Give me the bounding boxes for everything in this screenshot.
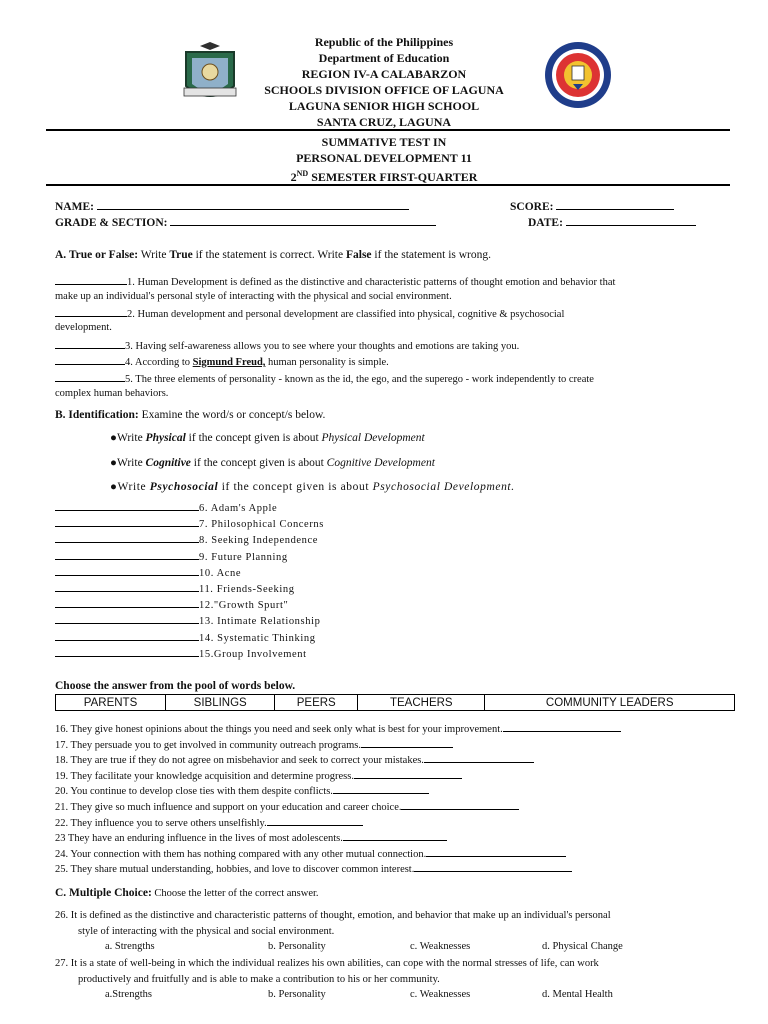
pool-word: COMMUNITY LEADERS <box>485 695 735 711</box>
choice-27b[interactable]: b. Personality <box>268 989 326 1000</box>
pool-question <box>55 752 534 768</box>
header-line: Department of Education <box>318 51 450 65</box>
bullet-end: Cognitive Development <box>326 457 435 469</box>
answer-blank[interactable] <box>55 338 125 349</box>
question-text: 24. Your connection with them has nothing compared with any other mutual connection. <box>55 848 427 860</box>
question-text: 18. They are true if they do not agree on misbehavior and seek to correct your mistakes. <box>55 755 424 767</box>
question-text: 2. Human development and personal development are classified into physical, cognitive & psychosocial <box>127 309 565 320</box>
score-field[interactable] <box>556 199 674 210</box>
instr-text: Write <box>138 249 170 261</box>
question-1-cont <box>55 290 452 304</box>
answer-blank[interactable] <box>426 846 566 857</box>
title-divider <box>46 184 730 186</box>
instr-false: False <box>345 249 372 261</box>
item-text: 12."Growth Spurt" <box>199 600 289 612</box>
choice-26b[interactable]: b. Personality <box>268 941 326 952</box>
instr-text: Examine the word/s or concept/s below. <box>138 409 326 421</box>
bullet-icon: ● <box>110 457 117 469</box>
question-4 <box>55 354 389 370</box>
pool-question <box>55 846 566 862</box>
pool-question <box>55 721 621 737</box>
choice-27c[interactable]: c. Weaknesses <box>410 989 471 1000</box>
pool-question <box>55 799 519 815</box>
header-line: SCHOOLS DIVISION OFFICE OF LAGUNA <box>264 83 504 97</box>
answer-blank[interactable] <box>333 783 429 794</box>
question-text: complex human behaviors. <box>55 388 169 399</box>
answer-blank[interactable] <box>55 532 199 543</box>
identification-item <box>55 581 295 597</box>
choice-26c[interactable]: c. Weaknesses <box>410 941 471 952</box>
grade-row <box>55 215 436 230</box>
bullet-text: if the concept given is about <box>190 457 327 469</box>
question-26-cont: style of interacting with the physical and social environment. <box>78 926 335 937</box>
question-26: 26. It is defined as the distinctive and characteristic patterns of thought, emotion, and behavior that make up an individual's personal <box>55 910 611 921</box>
bullet-end: Physical Development <box>321 432 425 444</box>
answer-blank[interactable] <box>503 721 621 732</box>
answer-blank[interactable] <box>401 799 519 810</box>
identification-item <box>55 500 277 516</box>
answer-blank[interactable] <box>55 646 199 657</box>
pool-word: PARENTS <box>56 695 166 711</box>
section-a-heading: A. True or False: <box>55 249 139 261</box>
answer-blank[interactable] <box>424 752 534 763</box>
question-1 <box>55 274 615 290</box>
title-sup: ND <box>296 169 309 178</box>
answer-blank[interactable] <box>55 306 127 317</box>
bullet-text: Write <box>116 432 146 444</box>
header-divider <box>46 129 730 131</box>
answer-blank[interactable] <box>55 581 199 592</box>
pool-question <box>55 737 453 753</box>
date-field[interactable] <box>566 215 696 226</box>
item-text: 10. Acne <box>199 567 242 579</box>
item-text: 13. Intimate Relationship <box>199 616 321 628</box>
identification-item <box>55 516 324 532</box>
question-text: 4. According to <box>125 357 193 368</box>
bullet-text: if the concept given is about <box>185 432 322 444</box>
item-text: 9. Future Planning <box>199 551 288 563</box>
grade-field[interactable] <box>170 215 436 226</box>
question-2 <box>55 306 564 322</box>
deped-seal <box>543 40 613 110</box>
question-text: 23 They have an enduring influence in the lives of most adolescents. <box>55 833 343 845</box>
sigmund-freud: Sigmund Freud, <box>192 357 266 368</box>
bullet-psychosocial <box>110 480 515 494</box>
title-line <box>0 166 768 185</box>
bullet-term: Cognitive <box>145 457 191 469</box>
pool-question <box>55 768 462 784</box>
section-c-heading: C. Multiple Choice: <box>55 887 152 899</box>
question-3 <box>55 338 519 354</box>
test-title <box>0 134 768 185</box>
question-5-cont <box>55 387 168 401</box>
answer-blank[interactable] <box>361 737 453 748</box>
item-text: 7. Philosophical Concerns <box>199 519 324 531</box>
word-pool-table <box>55 694 735 711</box>
answer-blank[interactable] <box>55 549 199 560</box>
bullet-end: Psychosocial Development. <box>372 481 515 493</box>
section-a-instructions <box>55 248 491 262</box>
answer-blank[interactable] <box>343 830 447 841</box>
question-text: 22. They influence you to serve others unselfishly. <box>55 817 267 829</box>
answer-blank[interactable] <box>55 371 125 382</box>
title-num: 2 <box>290 170 297 184</box>
pool-word: TEACHERS <box>358 695 485 711</box>
pool-question <box>55 861 572 877</box>
pool-heading: Choose the answer from the pool of words below. <box>55 680 296 692</box>
question-5 <box>55 371 594 387</box>
question-27: 27. It is a state of well-being in which the individual realizes his own abilities, can cope with the normal stresses of life, can work <box>55 958 599 969</box>
pool-question <box>55 783 429 799</box>
score-row <box>510 199 674 214</box>
identification-item <box>55 549 288 565</box>
question-text: 17. They persuade you to get involved in community outreach programs. <box>55 739 361 751</box>
answer-blank[interactable] <box>55 597 199 608</box>
question-text: 25. They share mutual understanding, hobbies, and love to discover common interest. <box>55 864 415 876</box>
title-rest: SEMESTER FIRST-QUARTER <box>308 170 478 184</box>
question-text: 5. The three elements of personality - known as the id, the ego, and the superego - work independently to create <box>125 374 594 385</box>
bullet-icon: ● <box>110 481 118 493</box>
score-label: SCORE: <box>510 201 554 213</box>
name-label: NAME: <box>55 201 94 213</box>
pool-question <box>55 830 447 846</box>
question-text: 19. They facilitate your knowledge acquisition and determine progress. <box>55 770 354 782</box>
date-label: DATE: <box>528 217 563 229</box>
question-text: human personality is simple. <box>265 357 389 368</box>
instr-text: if the statement is correct. Write <box>192 249 346 261</box>
question-text: make up an individual's personal style of interacting with the physical and social environment. <box>55 291 452 302</box>
bullet-text: Write <box>117 481 150 493</box>
choice-26a[interactable]: a. Strengths <box>105 941 155 952</box>
choice-27d[interactable]: d. Mental Health <box>542 989 613 1000</box>
name-row <box>55 199 409 214</box>
question-text: 1. Human Development is defined as the distinctive and characteristic patterns of thought emotion and behavior that <box>127 277 616 288</box>
bullet-term: Physical <box>145 432 186 444</box>
title-line: SUMMATIVE TEST IN <box>321 135 447 149</box>
instr-text: Choose the letter of the correct answer. <box>151 888 319 899</box>
answer-blank[interactable] <box>55 613 199 624</box>
answer-blank[interactable] <box>55 274 127 285</box>
answer-blank[interactable] <box>354 768 462 779</box>
date-row <box>528 215 696 230</box>
bullet-physical <box>110 431 425 445</box>
bullet-icon: ● <box>110 432 117 444</box>
header-line: Republic of the Philippines <box>314 35 454 49</box>
header-line: REGION IV-A CALABARZON <box>301 67 467 81</box>
question-text: 21. They give so much influence and support on your education and career choice. <box>55 802 402 813</box>
identification-item <box>55 613 320 629</box>
header-line: SANTA CRUZ, LAGUNA <box>316 115 452 129</box>
item-text: 11. Friends-Seeking <box>199 584 295 595</box>
question-27-cont: productively and fruitfully and is able to make a contribution to his or her community. <box>78 974 440 985</box>
section-b-heading: B. Identification: <box>55 409 139 421</box>
item-text: 6. Adam's Apple <box>199 503 278 514</box>
item-text: 14. Systematic Thinking <box>199 632 316 644</box>
letterhead <box>0 34 768 130</box>
choice-26d[interactable]: d. Physical Change <box>542 941 623 952</box>
section-b-instructions <box>55 408 325 422</box>
answer-blank[interactable] <box>55 565 199 576</box>
instr-true: True <box>169 249 193 261</box>
bullet-text: if the concept given is about <box>218 481 373 493</box>
grade-label: GRADE & SECTION: <box>55 217 168 229</box>
answer-blank[interactable] <box>267 815 363 826</box>
question-text: 20. You continue to develop close ties with them despite conflicts. <box>55 786 333 798</box>
bullet-text: Write <box>116 457 146 469</box>
identification-item <box>55 630 316 646</box>
name-field[interactable] <box>97 199 409 210</box>
answer-blank[interactable] <box>55 500 199 511</box>
answer-blank[interactable] <box>55 354 125 365</box>
bullet-cognitive <box>110 456 435 470</box>
bullet-term: Psychosocial <box>149 481 219 493</box>
choice-27a[interactable]: a.Strengths <box>105 989 152 1000</box>
question-text: 3. Having self-awareness allows you to see where your thoughts and emotions are taking you. <box>125 341 520 352</box>
identification-item <box>55 646 307 662</box>
pool-word: SIBLINGS <box>166 695 275 711</box>
pool-word: PEERS <box>275 695 358 711</box>
identification-item <box>55 532 318 548</box>
question-text: development. <box>55 322 112 333</box>
question-text: 16. They give honest opinions about the things you need and seek only what is best for your improvement. <box>55 724 503 735</box>
question-2-cont <box>55 321 112 335</box>
identification-item <box>55 597 288 613</box>
header-line: LAGUNA SENIOR HIGH SCHOOL <box>288 99 480 113</box>
answer-blank[interactable] <box>55 630 199 641</box>
section-c-instructions <box>55 886 319 901</box>
pool-question <box>55 815 363 831</box>
title-line: PERSONAL DEVELOPMENT 11 <box>296 151 472 165</box>
item-text: 8. Seeking Independence <box>199 535 319 547</box>
identification-item <box>55 565 241 581</box>
item-text: 15.Group Involvement <box>199 648 307 660</box>
instr-text: if the statement is wrong. <box>371 249 491 261</box>
answer-blank[interactable] <box>55 516 199 527</box>
answer-blank[interactable] <box>414 861 572 872</box>
